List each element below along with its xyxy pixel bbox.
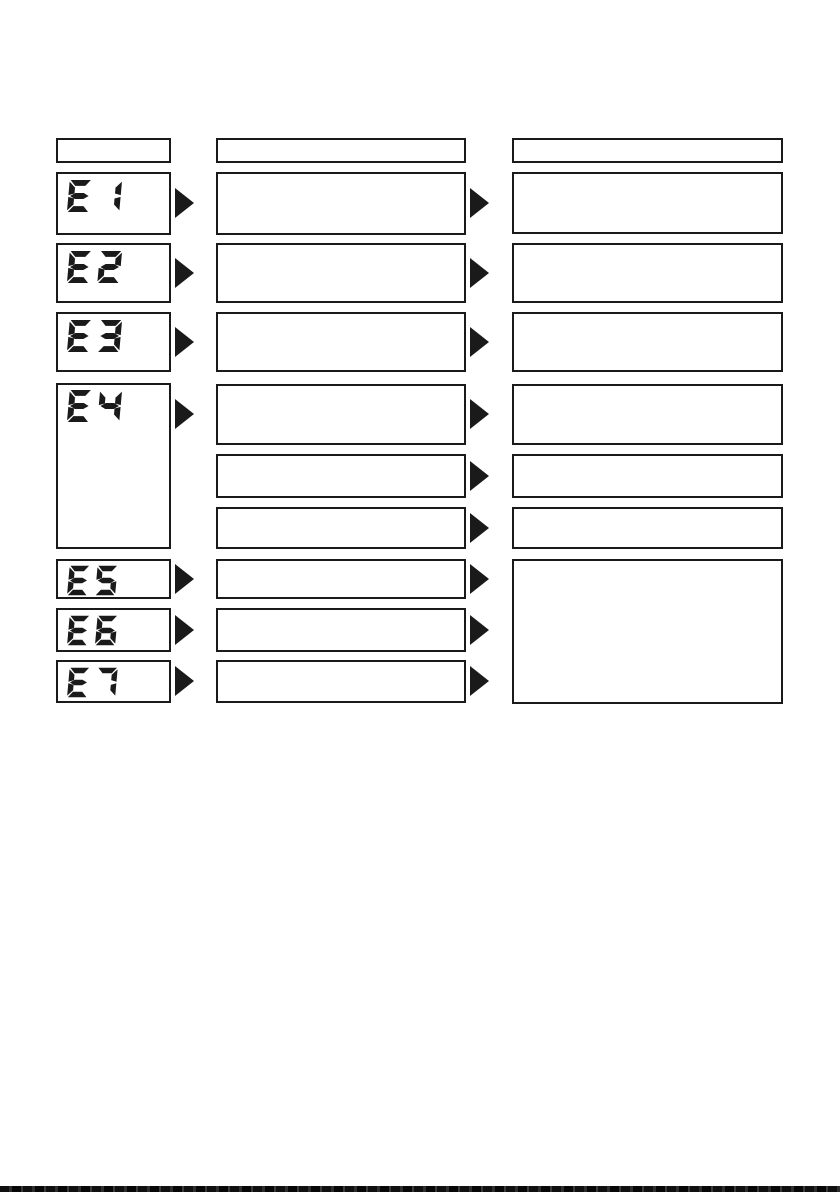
- middle-box-e2: [216, 243, 466, 303]
- flow-arrow-icon: [175, 188, 194, 218]
- seven-segment-code-e5: [66, 565, 116, 596]
- flow-arrow-icon: [175, 258, 194, 288]
- error-code-box-e2: [56, 243, 171, 303]
- seven-segment-code-e1: [66, 179, 120, 213]
- flow-arrow-icon: [470, 564, 489, 594]
- right-box-e4-1: [512, 384, 783, 445]
- right-box-e1: [512, 172, 783, 234]
- middle-box-e7: [216, 660, 466, 703]
- middle-box-e4-1: [216, 384, 466, 445]
- seven-segment-code-e2: [66, 250, 120, 284]
- seven-segment-code-e6: [66, 615, 116, 646]
- error-code-box-e4: [56, 383, 171, 549]
- right-box-e3: [512, 312, 783, 372]
- header-cell-right: [512, 138, 783, 163]
- flow-arrow-icon: [470, 666, 489, 696]
- header-cell-middle: [216, 138, 466, 163]
- flow-arrow-icon: [470, 258, 489, 288]
- error-code-box-e3: [56, 312, 171, 372]
- flow-arrow-icon: [470, 188, 489, 218]
- header-cell-code: [56, 138, 171, 163]
- seven-segment-code-e3: [66, 319, 120, 353]
- shared-right-box-e5-e7: [512, 559, 783, 704]
- right-box-e2: [512, 243, 783, 303]
- flow-arrow-icon: [470, 399, 489, 429]
- flow-arrow-icon: [175, 564, 194, 594]
- error-code-box-e7: [56, 660, 171, 703]
- middle-box-e4-2: [216, 454, 466, 498]
- flow-arrow-icon: [175, 399, 194, 429]
- flow-arrow-icon: [175, 615, 194, 645]
- seven-segment-code-e4: [66, 389, 120, 423]
- flow-arrow-icon: [470, 327, 489, 357]
- right-box-e4-2: [512, 454, 783, 498]
- error-code-box-e6: [56, 608, 171, 652]
- middle-box-e5: [216, 559, 466, 599]
- middle-box-e1: [216, 172, 466, 235]
- flow-arrow-icon: [470, 461, 489, 491]
- flow-arrow-icon: [470, 615, 489, 645]
- error-code-box-e5: [56, 559, 171, 599]
- right-box-e4-3: [512, 507, 783, 549]
- flow-arrow-icon: [470, 513, 489, 543]
- flow-arrow-icon: [175, 327, 194, 357]
- middle-box-e4-3: [216, 507, 466, 549]
- seven-segment-code-e7: [66, 667, 116, 698]
- page-bottom-edge-artifact: [0, 1186, 840, 1192]
- flow-arrow-icon: [175, 666, 194, 696]
- middle-box-e6: [216, 608, 466, 652]
- error-code-box-e1: [56, 172, 171, 235]
- middle-box-e3: [216, 312, 466, 372]
